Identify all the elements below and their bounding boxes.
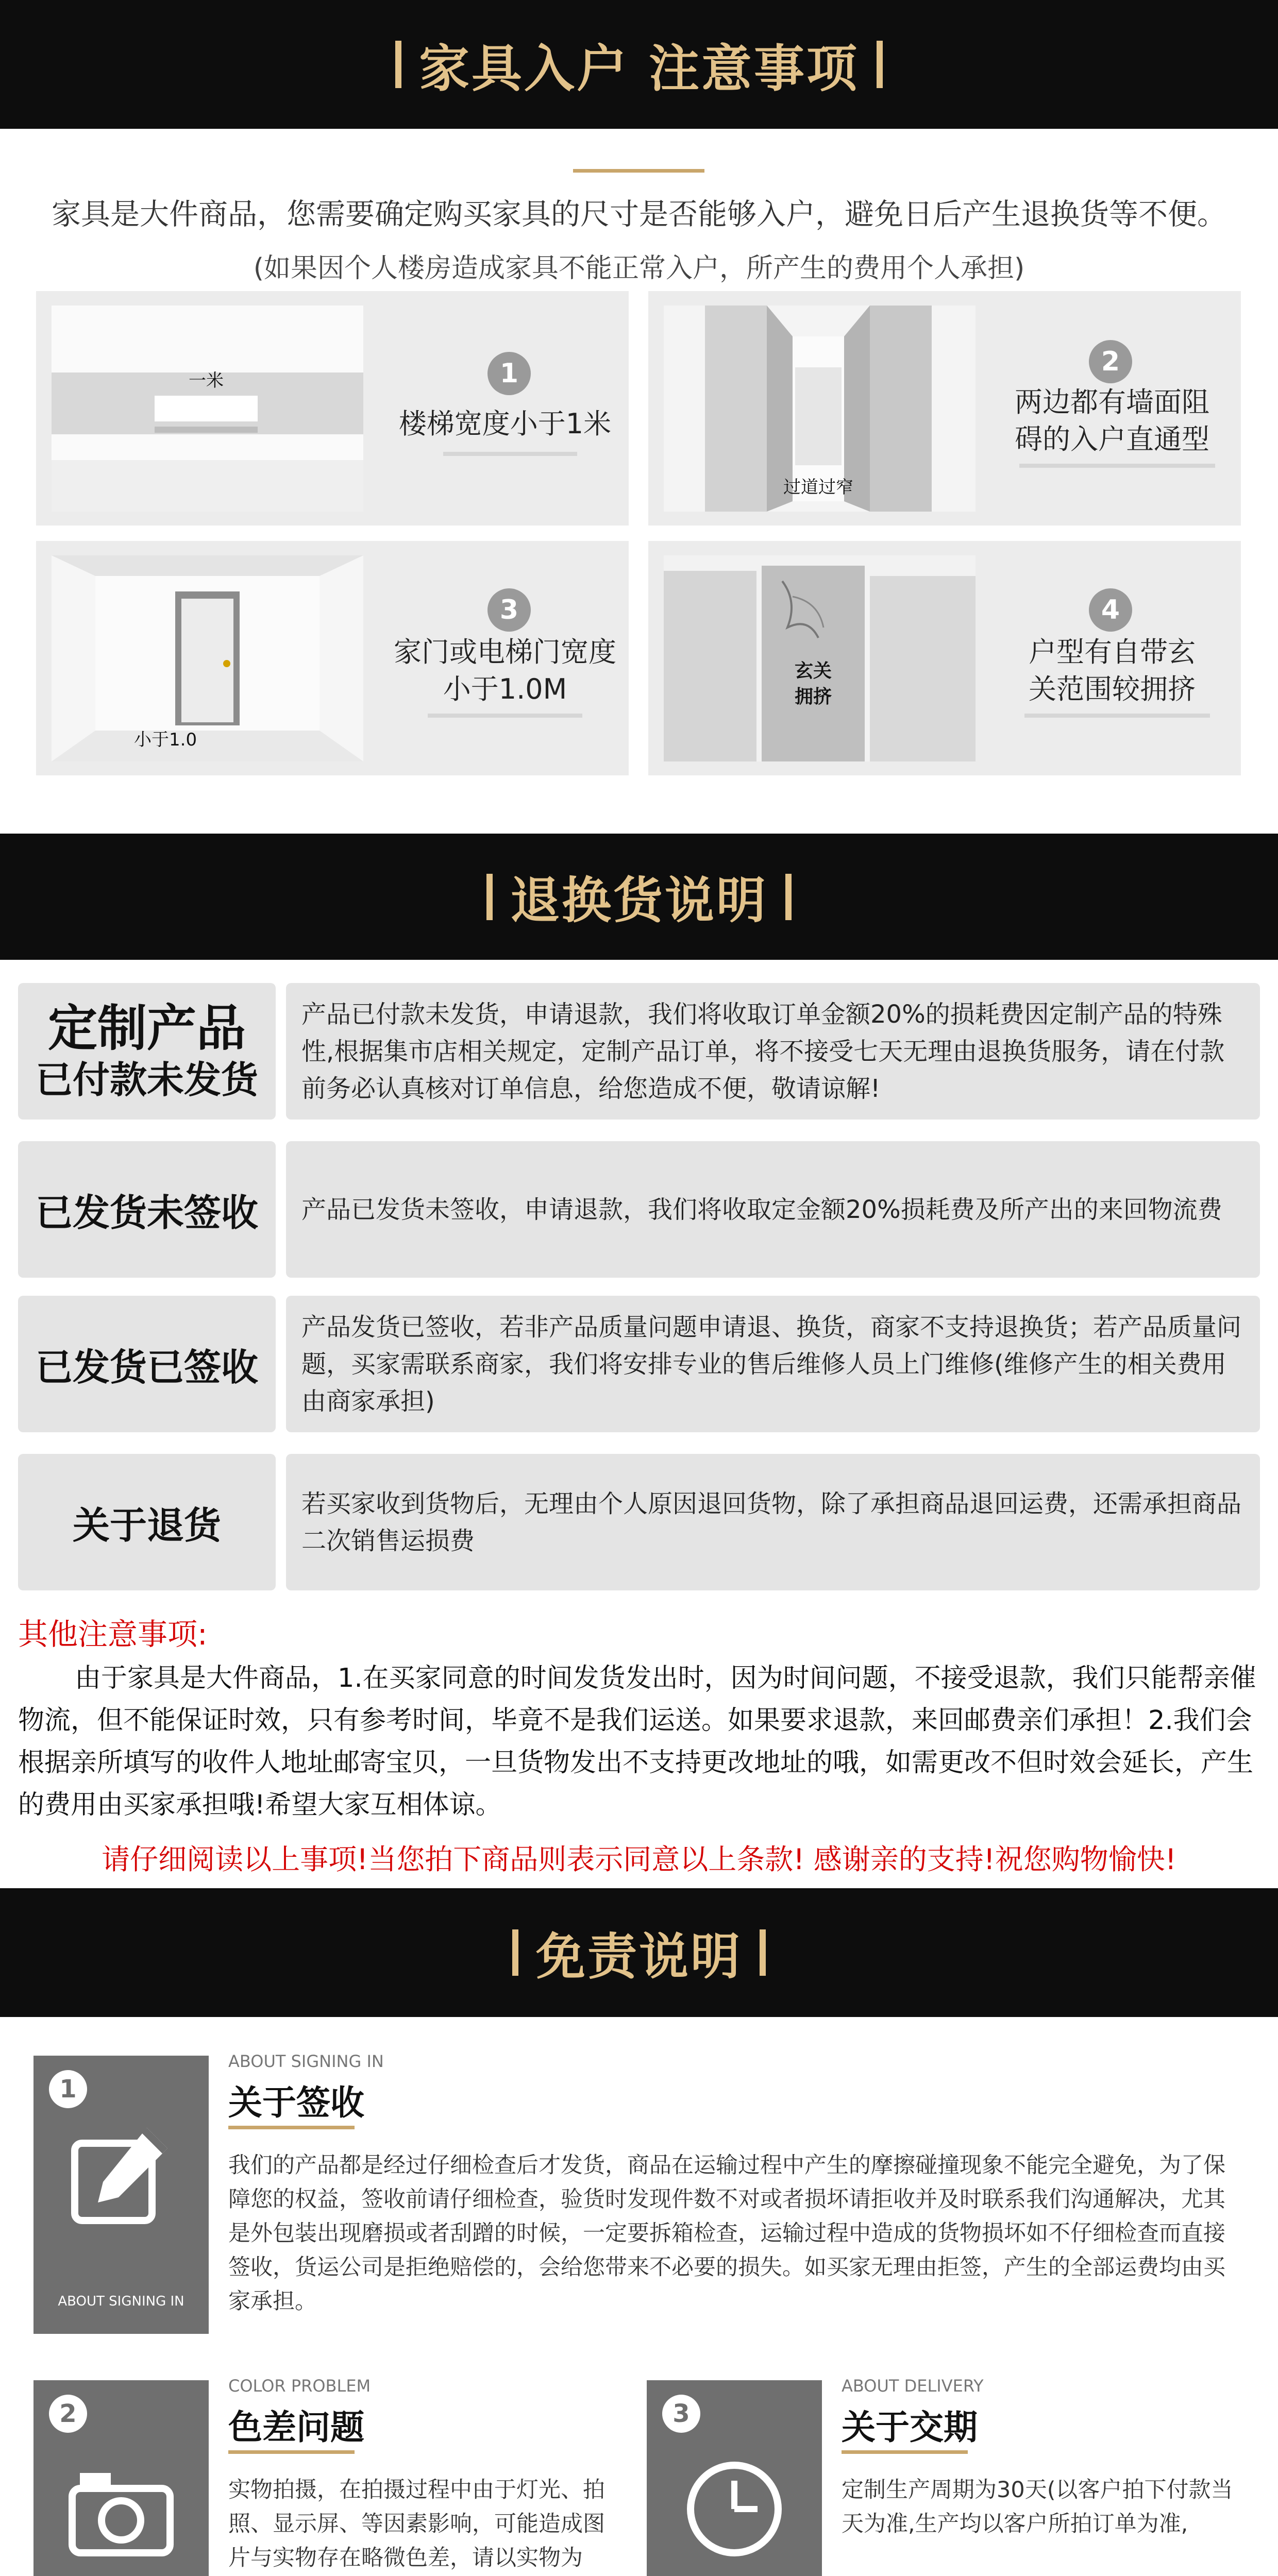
item-title: 色差问题 [228,2408,364,2447]
policy-label-line-1: 已发货已签收 [35,1345,258,1389]
step-number: 4 [1089,588,1132,632]
policy-label [18,1296,276,1432]
other-notes-heading: 其他注意事项: [18,1617,208,1652]
title-underline [842,2450,968,2454]
pic-label: 一米 [189,370,224,391]
intro-line-1: 家具是大件商品，您需要确定购买家具的尺寸是否能够入户，避免日后产生退换货等不便。 [52,197,1226,231]
signing-icon-box [33,2056,209,2334]
title-bar-right [760,1929,766,1976]
item-number: 1 [49,2070,87,2108]
item-title: 关于签收 [228,2083,364,2123]
red-notice: 请仔细阅读以上事项!当您拍下商品则表示同意以上条款! 感谢亲的支持!祝您购物愉快! [102,1843,1176,1876]
title-underline [228,2126,355,2129]
door-illustration [52,555,363,761]
policy-label [18,1454,276,1590]
disclaimer-signing [33,2052,1250,2344]
caption-line-2: 小于1.0M [443,673,567,705]
item-number: 2 [49,2395,87,2433]
icon-caption: ABOUT SIGNING IN [58,2294,184,2309]
section-header-delivery [0,0,1278,129]
delivery-icon-box [647,2380,822,2576]
policy-label-line-1: 已发货未签收 [35,1191,258,1234]
title-bar-right [877,41,883,88]
title-underline [228,2450,355,2454]
camera-icon [70,2468,173,2555]
intro-text [0,191,1278,285]
item-english-label: ABOUT SIGNING IN [228,2052,384,2071]
section-title: 退换货说明 [510,872,768,929]
pic-label [762,658,865,710]
policy-label-line-1: 关于退货 [72,1503,221,1547]
pic-label: 过道过窄 [783,477,853,498]
policy-row-returns [18,1454,1260,1590]
caption-line-1: 户型有自带玄 [1029,636,1196,668]
title-bar-right [785,874,792,920]
section-header-disclaimer [0,1888,1278,2017]
item-number: 3 [662,2395,700,2433]
disclaimer-color [33,2376,631,2571]
section-title: 免责说明 [536,1927,742,1986]
corridor-illustration [664,306,976,512]
caption-line-1: 家门或电梯门宽度 [394,636,616,668]
caption-line-1: 两边都有墙面阻 [1015,386,1209,418]
caption-subline [1019,464,1215,468]
policy-text: 产品已付款未发货，申请退款，我们将收取订单金额20%的损耗费因定制产品的特殊性,根据集市店相关规定，定制产品订单，将不接受七天无理由退换货服务，请在付款前务必认真核对订单信息，给您造成不便，敬请谅解! [286,983,1260,1120]
caption-subline [428,714,582,718]
step-number: 3 [487,588,531,632]
pic-label-line-1: 玄关 [794,660,832,682]
intro-line-2: (如果因个人楼房造成家具不能正常入户，所产生的费用个人承担) [253,253,1025,284]
caption-line-2: 关范围较拥挤 [1029,673,1196,705]
edit-icon [70,2123,173,2231]
policy-label-line-1: 定制产品 [48,999,246,1057]
caption-subline [1024,714,1210,718]
title-bar-left [395,41,401,88]
section-title: 家具入户 注意事项 [418,39,860,98]
step-number: 2 [1089,340,1132,383]
entry-card-4 [648,541,1241,775]
section-header-returns [0,834,1278,960]
caption-subline [443,452,577,456]
disclaimer-delivery [647,2376,1250,2555]
foyer-illustration [664,555,976,761]
item-text: 定制生产周期为30天(以客户拍下付款当天为准,生产均以客户所拍订单为准, [842,2477,1233,2537]
card-caption [978,384,1246,458]
policy-row-shipped-signed [18,1296,1260,1432]
card-caption: 楼梯宽度小于1米 [398,408,612,440]
stair-illustration [52,306,363,512]
other-notes-text: 由于家具是大件商品，1.在买家同意的时间发货发出时，因为时间问题，不接受退款，我们只能帮亲催物流，但不能保证时效，只有参考时间，毕竟不是我们运送。如果要求退款，来回邮费亲们承担！2.我们会根据亲所填写的收件人地址邮寄宝贝，一旦货物发出不支持更改地址的哦，如需更改不但时效会延长，产生的费用由买家承担哦!希望大家互相体谅。 [18,1663,1256,1820]
entry-card-1 [36,291,629,526]
policy-label [18,983,276,1120]
policy-text: 若买家收到货物后，无理由个人原因退回货物，除了承担商品退回运费，还需承担商品二次销售运损费 [286,1454,1260,1590]
title-bar-left [512,1929,518,1976]
policy-label-line-2: 已付款未发货 [35,1058,258,1101]
item-title: 关于交期 [842,2408,978,2447]
entry-card-3 [36,541,629,775]
policy-text: 产品已发货未签收，申请退款，我们将收取定金额20%损耗费及所产出的来回物流费 [286,1141,1260,1278]
policy-row-custom [18,983,1260,1120]
pic-label-line-2: 拥挤 [794,686,832,707]
item-english-label: COLOR PROBLEM [228,2376,371,2396]
gold-divider [573,169,704,173]
policy-text: 产品发货已签收，若非产品质量问题申请退、换货，商家不支持退换货；若产品质量问题，买家需联系商家，我们将安排专业的售后维修人员上门维修(维修产生的相关费用由商家承担) [286,1296,1260,1432]
entry-card-2 [648,291,1241,526]
item-english-label: ABOUT DELIVERY [842,2376,984,2396]
color-icon-box [33,2380,209,2576]
title-bar-left [486,874,493,920]
caption-line-2: 碍的入户直通型 [1015,423,1209,455]
item-text: 实物拍摄，在拍摄过程中由于灯光、拍照、显示屏、等因素影响，可能造成图片与实物存在略微色差，请以实物为 [228,2477,605,2571]
policy-label [18,1141,276,1278]
card-caption [978,634,1246,708]
pic-label: 小于1.0 [134,730,197,750]
step-number: 1 [487,352,531,395]
card-caption [371,634,639,708]
policy-row-shipped-unsigned [18,1141,1260,1278]
clock-icon [683,2458,786,2561]
other-notes [18,1610,1260,1877]
item-text: 我们的产品都是经过仔细检查后才发货，商品在运输过程中产生的摩擦碰撞现象不能完全避免，为了保障您的权益，签收前请仔细检查，验货时发现件数不对或者损坏请拒收并及时联系我们沟通解决，尤其是外包装出现磨损或者刮蹭的时候，一定要拆箱检查，运输过程中造成的货物损坏如不仔细检查而直接签收，货运公司是拒绝赔偿的，会给您带来不必要的损失。如买家无理由拒签，产生的全部运费均由买家承担。 [228,2153,1225,2314]
